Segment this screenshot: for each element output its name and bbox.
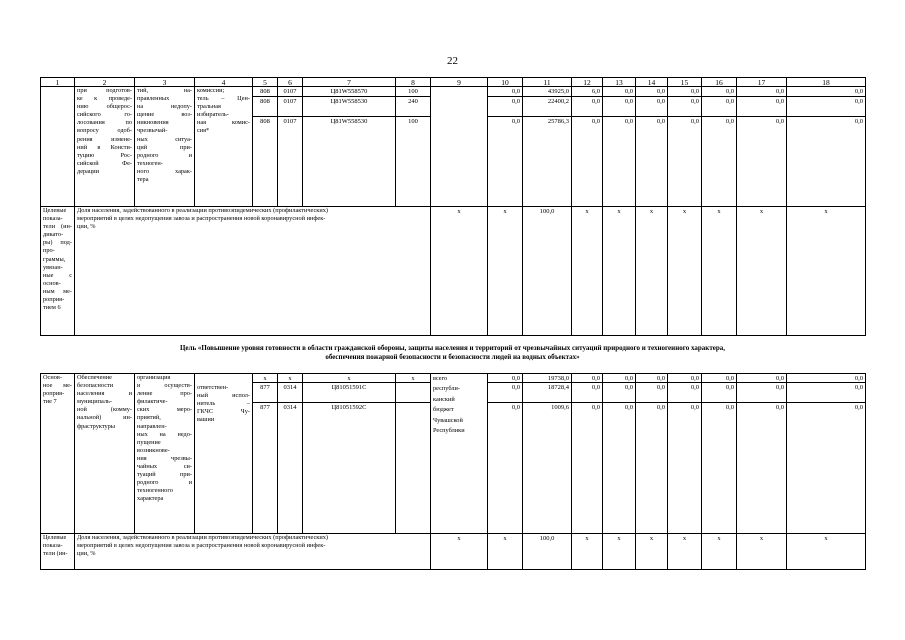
text-line: туаций при- bbox=[137, 471, 192, 479]
cell-activity-goal bbox=[135, 373, 195, 534]
text-line: Целевые bbox=[43, 207, 67, 214]
text-line: филактиче- bbox=[137, 398, 168, 406]
cell-executor bbox=[195, 87, 253, 207]
cell-v14: 0,0 bbox=[636, 87, 668, 97]
text-line: основ- bbox=[43, 279, 61, 287]
cell-v12: 0,0 bbox=[572, 97, 603, 117]
text-line: тие 7 bbox=[43, 398, 57, 406]
cell-v12: 6,0 bbox=[572, 87, 603, 97]
cell-v16: 0,0 bbox=[702, 373, 737, 383]
text-line: ний в Консти- bbox=[77, 143, 132, 151]
cell-v10: 0,0 bbox=[488, 97, 523, 117]
text-line: тель – Цен- bbox=[197, 95, 250, 103]
text-line: туцию Рос- bbox=[77, 151, 132, 159]
text-line: тели (ин- bbox=[43, 223, 72, 231]
cell-v16: 0,0 bbox=[702, 117, 737, 207]
cell-target-value: 100,0 bbox=[523, 534, 572, 570]
text-line: ное ме- bbox=[43, 382, 72, 390]
cell-csr: x bbox=[303, 373, 396, 383]
text-line: ния чрезвы- bbox=[137, 454, 192, 462]
cell-target-value: x bbox=[603, 207, 636, 336]
cell-target-value: x bbox=[636, 534, 668, 570]
text-line: на недопу- bbox=[137, 103, 192, 111]
cell-v14: 0,0 bbox=[636, 403, 668, 534]
text-line: комиссии; bbox=[197, 87, 225, 94]
cell-target-description bbox=[75, 207, 431, 336]
cell-vr bbox=[396, 383, 431, 403]
cell-target-description bbox=[75, 534, 431, 570]
cell-target-value: x bbox=[737, 207, 787, 336]
text-line: ции, % bbox=[77, 223, 96, 231]
cell-target-label bbox=[40, 534, 75, 570]
cell-v11: 19738,0 bbox=[523, 373, 572, 383]
cell-v12: 0,0 bbox=[572, 383, 603, 403]
text-line: вопросу одоб- bbox=[77, 127, 132, 135]
column-number-header: 11 bbox=[523, 77, 572, 87]
text-line: вашии bbox=[197, 416, 215, 424]
text-line: тели (ин- bbox=[43, 550, 68, 558]
cell-csr: Ц81W558570 bbox=[303, 87, 396, 97]
cell-v17: 0,0 bbox=[737, 87, 787, 97]
text-line: ного харак- bbox=[137, 167, 192, 175]
text-line: организация bbox=[137, 374, 171, 381]
text-line: чайных си- bbox=[137, 463, 192, 471]
text-line: республи- bbox=[433, 385, 460, 393]
text-line: ры) под- bbox=[43, 239, 72, 247]
cell-target-value: x bbox=[668, 207, 702, 336]
cell-v16: 0,0 bbox=[702, 383, 737, 403]
cell-vr: 100 bbox=[396, 87, 431, 97]
cell-rzpr: 0107 bbox=[278, 87, 303, 97]
text-line: бюджет bbox=[433, 406, 454, 414]
cell-v10: 0,0 bbox=[488, 383, 523, 403]
cell-v15: 0,0 bbox=[668, 383, 702, 403]
text-line: и осуществ- bbox=[137, 382, 192, 390]
cell-v17: 0,0 bbox=[737, 97, 787, 117]
column-number-header: 5 bbox=[253, 77, 278, 87]
column-number-header: 7 bbox=[303, 77, 396, 87]
cell-target-value: x bbox=[636, 207, 668, 336]
cell-v15: 0,0 bbox=[668, 117, 702, 207]
text-line: ных на недо- bbox=[137, 430, 192, 438]
text-line: тральная bbox=[197, 103, 221, 111]
cell-vr: 100 bbox=[396, 117, 431, 207]
cell-rzpr: 0107 bbox=[278, 97, 303, 117]
text-line: муниципаль- bbox=[77, 398, 112, 406]
text-line: Основ- bbox=[43, 374, 62, 381]
cell-v15: 0,0 bbox=[668, 97, 702, 117]
cell-target-value: x bbox=[787, 207, 866, 336]
text-line: сийского го- bbox=[77, 111, 132, 119]
text-line: Обеспечение bbox=[77, 374, 112, 381]
cell-target-value: x bbox=[737, 534, 787, 570]
cell-csr: Ц81W558530 bbox=[303, 117, 396, 207]
cell-grbs: 808 bbox=[253, 87, 278, 97]
text-line: ная комис- bbox=[197, 119, 250, 127]
text-line: Доля населения, задействованного в реализации противоэпидемических (профилактических) bbox=[77, 534, 328, 541]
column-number-header: 16 bbox=[702, 77, 737, 87]
cell-v11: 1009,6 bbox=[523, 403, 572, 534]
goal-heading-line: обеспечения пожарной безопасности и безопасности людей на водных объектах» bbox=[325, 353, 580, 361]
text-line: техноген- bbox=[137, 159, 163, 167]
cell-v14: 0,0 bbox=[636, 383, 668, 403]
column-number-header: 3 bbox=[135, 77, 195, 87]
cell-v14: 0,0 bbox=[636, 373, 668, 383]
cell-rzpr: x bbox=[278, 373, 303, 383]
text-line: увязан- bbox=[43, 263, 63, 271]
text-line: ные с bbox=[43, 271, 72, 279]
cell-v17: 0,0 bbox=[737, 117, 787, 207]
text-line: фраструктуры bbox=[77, 422, 116, 430]
text-line: тием 6 bbox=[43, 304, 61, 312]
cell-target-value: x bbox=[431, 207, 488, 336]
cell-v13: 0,0 bbox=[603, 97, 636, 117]
cell-target-label bbox=[40, 207, 75, 336]
column-number-header: 6 bbox=[278, 77, 303, 87]
text-line: пущение bbox=[137, 438, 161, 446]
cell-v14: 0,0 bbox=[636, 97, 668, 117]
text-line: безопасности bbox=[77, 382, 114, 390]
column-number-header: 15 bbox=[668, 77, 702, 87]
text-line: про- bbox=[43, 247, 55, 255]
text-line: дерации bbox=[77, 167, 100, 175]
cell-target-value: x bbox=[603, 534, 636, 570]
cell-v18: 0,0 bbox=[787, 383, 866, 403]
goal-heading-line: Цель «Повышение уровня готовности в области гражданской обороны, защиты населения и территорий от чрезвычайных ситуаций природного и техногенного характера, bbox=[179, 344, 726, 352]
cell-csr: Ц81051592С bbox=[303, 403, 396, 534]
text-line: граммы, bbox=[43, 255, 66, 263]
column-number-header: 1 bbox=[40, 77, 75, 87]
text-line: правленных bbox=[137, 95, 170, 103]
cell-v15: 0,0 bbox=[668, 87, 702, 97]
cell-target-value: x bbox=[572, 534, 603, 570]
cell-v11: 22400,2 bbox=[523, 97, 572, 117]
text-line: Чувашской bbox=[433, 416, 463, 424]
cell-v11: 43925,0 bbox=[523, 87, 572, 97]
text-line: направлен- bbox=[137, 422, 167, 430]
text-line: ных ситуа- bbox=[137, 135, 192, 143]
cell-v12: 0,0 bbox=[572, 403, 603, 534]
cell-vr: x bbox=[396, 373, 431, 383]
cell-col1-empty bbox=[40, 87, 75, 207]
text-line: техногенного bbox=[137, 487, 173, 495]
cell-rzpr: 0107 bbox=[278, 117, 303, 207]
cell-target-value: x bbox=[488, 534, 523, 570]
goal-heading bbox=[40, 344, 865, 362]
text-line: лосования по bbox=[77, 119, 132, 127]
text-line: дикато- bbox=[43, 231, 64, 239]
cell-v16: 0,0 bbox=[702, 403, 737, 534]
cell-funding-source bbox=[431, 373, 488, 534]
cell-csr: Ц81051591С bbox=[303, 383, 396, 403]
cell-csr: Ц81W558530 bbox=[303, 97, 396, 117]
text-line: канский bbox=[433, 395, 455, 403]
cell-v11: 25786,3 bbox=[523, 117, 572, 207]
cell-target-value: x bbox=[702, 207, 737, 336]
cell-v16: 0,0 bbox=[702, 87, 737, 97]
cell-grbs: x bbox=[253, 373, 278, 383]
text-line: чрезвычай- bbox=[137, 127, 168, 135]
cell-v17: 0,0 bbox=[737, 403, 787, 534]
cell-target-value: x bbox=[702, 534, 737, 570]
column-number-header: 14 bbox=[636, 77, 668, 87]
cell-v15: 0,0 bbox=[668, 373, 702, 383]
cell-v17: 0,0 bbox=[737, 373, 787, 383]
cell-vr bbox=[396, 403, 431, 534]
text-line: тера bbox=[137, 176, 149, 184]
cell-activity-name bbox=[75, 87, 135, 207]
cell-v13: 0,0 bbox=[603, 87, 636, 97]
cell-target-value: x bbox=[668, 534, 702, 570]
cell-rzpr: 0314 bbox=[278, 403, 303, 534]
text-line: родного и bbox=[137, 151, 192, 159]
text-line: роприя- bbox=[43, 390, 65, 398]
text-line: показа- bbox=[43, 542, 63, 550]
text-line: Доля населения, задействованного в реализации противоэпидемических (профилактических) bbox=[77, 207, 328, 214]
text-line: рения измене- bbox=[77, 135, 132, 143]
text-line: ке к проведе- bbox=[77, 95, 132, 103]
column-number-header: 12 bbox=[572, 77, 603, 87]
column-number-header: 17 bbox=[737, 77, 787, 87]
column-number-header: 18 bbox=[787, 77, 866, 87]
text-line: возникнове- bbox=[137, 446, 170, 454]
text-line: ских меро- bbox=[137, 406, 192, 414]
text-line: при подготов- bbox=[77, 87, 132, 94]
text-line: нитель – bbox=[197, 400, 250, 408]
text-line: мероприятий в целях недопущения завоза и распространения новой коронавирусной инфек- bbox=[77, 542, 326, 550]
text-line: избиратель- bbox=[197, 111, 229, 119]
cell-v14: 0,0 bbox=[636, 117, 668, 207]
cell-v18: 0,0 bbox=[787, 403, 866, 534]
text-line: ответствен- bbox=[197, 384, 229, 391]
cell-target-value: x bbox=[431, 534, 488, 570]
cell-funding-source-empty bbox=[431, 87, 488, 207]
cell-grbs: 808 bbox=[253, 97, 278, 117]
cell-target-value: 100,0 bbox=[523, 207, 572, 336]
text-line: ции, % bbox=[77, 550, 96, 558]
cell-v10: 0,0 bbox=[488, 87, 523, 97]
cell-v16: 0,0 bbox=[702, 97, 737, 117]
text-line: приятий, bbox=[137, 414, 161, 422]
text-line: нальной) ин- bbox=[77, 414, 132, 422]
column-number-header: 13 bbox=[603, 77, 636, 87]
column-number-header: 10 bbox=[488, 77, 523, 87]
cell-grbs: 877 bbox=[253, 383, 278, 403]
text-line: Целевые bbox=[43, 534, 67, 541]
text-line: мероприятий в целях недопущения завоза и распространения новой коронавирусной инфек- bbox=[77, 215, 326, 223]
cell-vr: 240 bbox=[396, 97, 431, 117]
cell-v10: 0,0 bbox=[488, 403, 523, 534]
text-line: населения и bbox=[77, 390, 132, 398]
column-number-header: 9 bbox=[431, 77, 488, 87]
cell-v10: 0,0 bbox=[488, 373, 523, 383]
cell-target-value: x bbox=[572, 207, 603, 336]
page-number: 22 bbox=[447, 55, 458, 67]
cell-rzpr: 0314 bbox=[278, 383, 303, 403]
column-number-header: 8 bbox=[396, 77, 431, 87]
text-line: родного и bbox=[137, 479, 192, 487]
cell-v13: 0,0 bbox=[603, 383, 636, 403]
text-line: ным ме- bbox=[43, 287, 72, 295]
text-line: ный испол- bbox=[197, 392, 250, 400]
text-line: Республики bbox=[433, 427, 465, 435]
cell-activity-name bbox=[75, 373, 135, 534]
text-line: тий, на- bbox=[137, 87, 192, 94]
text-line: сия* bbox=[197, 127, 210, 135]
text-line: щение воз- bbox=[137, 111, 192, 119]
cell-v17: 0,0 bbox=[737, 383, 787, 403]
cell-v18: 0,0 bbox=[787, 117, 866, 207]
cell-v18: 0,0 bbox=[787, 373, 866, 383]
cell-v18: 0,0 bbox=[787, 87, 866, 97]
cell-v15: 0,0 bbox=[668, 403, 702, 534]
cell-target-value: x bbox=[488, 207, 523, 336]
cell-v13: 0,0 bbox=[603, 117, 636, 207]
text-line: ГКЧС Чу- bbox=[197, 408, 250, 416]
text-line: сийской Фе- bbox=[77, 159, 132, 167]
column-number-header: 4 bbox=[195, 77, 253, 87]
cell-v13: 0,0 bbox=[603, 373, 636, 383]
text-line: нию общерос- bbox=[77, 103, 132, 111]
column-number-header: 2 bbox=[75, 77, 135, 87]
text-line: всего bbox=[433, 375, 448, 382]
cell-executor bbox=[195, 373, 253, 534]
cell-v18: 0,0 bbox=[787, 97, 866, 117]
text-line: ление про- bbox=[137, 390, 192, 398]
text-line: ной (комму- bbox=[77, 406, 132, 414]
cell-v11: 18728,4 bbox=[523, 383, 572, 403]
cell-target-value: x bbox=[787, 534, 866, 570]
text-line: характера bbox=[137, 495, 164, 503]
cell-v12: 0,0 bbox=[572, 117, 603, 207]
cell-v13: 0,0 bbox=[603, 403, 636, 534]
cell-v12: 0,0 bbox=[572, 373, 603, 383]
cell-activity-goal bbox=[135, 87, 195, 207]
cell-grbs: 808 bbox=[253, 117, 278, 207]
cell-main-activity bbox=[40, 373, 75, 534]
text-line: роприя- bbox=[43, 296, 65, 304]
text-line: никновения bbox=[137, 119, 169, 127]
cell-v10: 0,0 bbox=[488, 117, 523, 207]
text-line: ций при- bbox=[137, 143, 192, 151]
cell-grbs: 877 bbox=[253, 403, 278, 534]
text-line: показа- bbox=[43, 215, 63, 223]
